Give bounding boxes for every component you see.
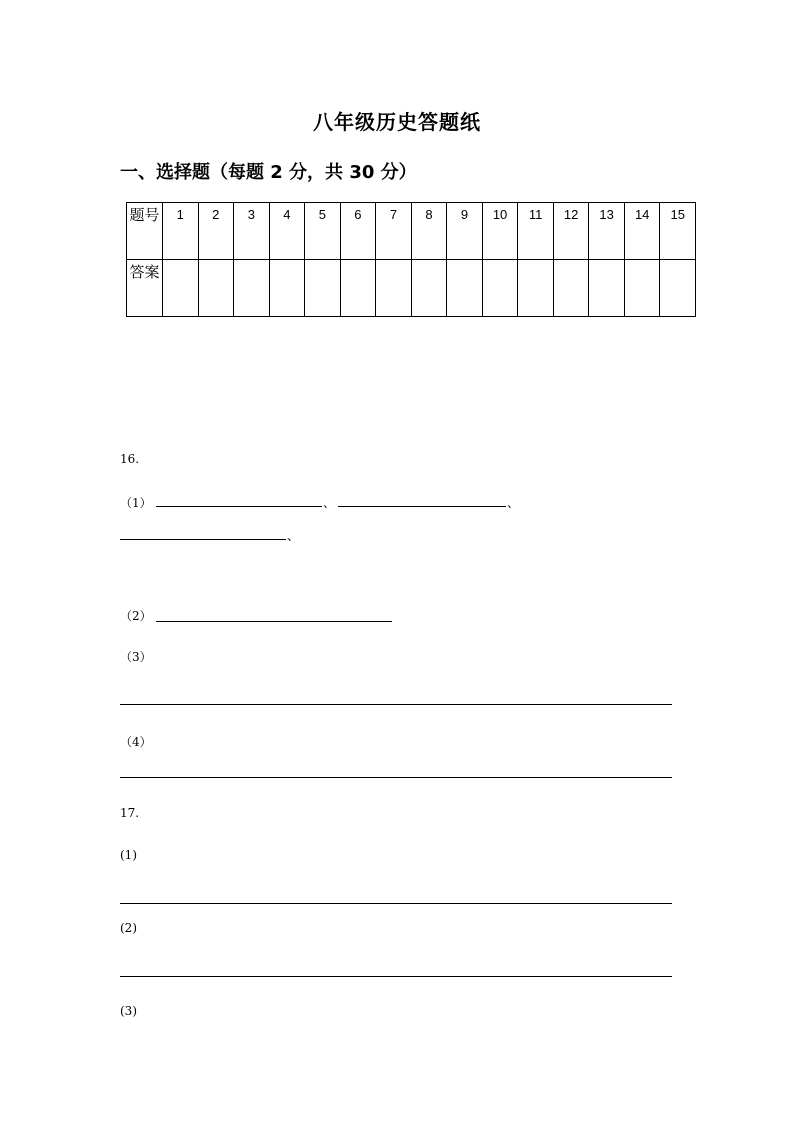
section-heading-choice: 一、选择题（每题 2 分，共 30 分）	[120, 162, 417, 183]
answer-cell[interactable]	[482, 260, 518, 317]
answer-cell[interactable]	[518, 260, 554, 317]
answer-cell[interactable]	[553, 260, 589, 317]
answer-row	[127, 260, 696, 317]
answer-cell[interactable]	[376, 260, 412, 317]
answer-cell[interactable]	[447, 260, 483, 317]
question-number: 5	[305, 203, 341, 260]
q17-part2-answer-line[interactable]	[120, 976, 672, 977]
q16-part2-blank[interactable]	[156, 621, 392, 622]
question-number: 8	[411, 203, 447, 260]
row-label-number: 题号	[127, 203, 163, 260]
q17-part3-label: (3)	[120, 1004, 137, 1018]
question-number: 2	[198, 203, 234, 260]
question-number: 3	[234, 203, 270, 260]
question-number: 15	[660, 203, 696, 260]
question-number: 11	[518, 203, 554, 260]
answer-cell[interactable]	[198, 260, 234, 317]
q16-part1-blank-c[interactable]	[120, 539, 286, 540]
question-number: 7	[376, 203, 412, 260]
q17-part1-label: (1)	[120, 848, 137, 862]
q16-part4-answer-line[interactable]	[120, 777, 672, 778]
separator: 、	[287, 529, 300, 543]
question-number: 6	[340, 203, 376, 260]
question-number: 9	[447, 203, 483, 260]
answer-cell[interactable]	[234, 260, 270, 317]
question-number-row	[127, 203, 696, 260]
q16-part1-label: （1）	[120, 496, 152, 510]
separator: 、	[507, 496, 520, 510]
page-title: 八年级历史答题纸	[313, 110, 481, 134]
q16-part2-label: （2）	[120, 609, 152, 623]
question-number: 13	[589, 203, 625, 260]
answer-cell[interactable]	[411, 260, 447, 317]
q16-part3-label: （3）	[120, 650, 152, 664]
answer-cell[interactable]	[163, 260, 199, 317]
question-number: 10	[482, 203, 518, 260]
answer-grid	[126, 202, 696, 317]
q16-part1-blank-b[interactable]	[338, 506, 506, 507]
answer-cell[interactable]	[624, 260, 660, 317]
question-number: 4	[269, 203, 305, 260]
answer-cell[interactable]	[269, 260, 305, 317]
question-16-label: 16.	[120, 452, 140, 466]
question-number: 14	[624, 203, 660, 260]
q16-part4-label: （4）	[120, 735, 152, 749]
row-label-answer: 答案	[127, 260, 163, 317]
question-number: 12	[553, 203, 589, 260]
q16-part1-blank-a[interactable]	[156, 506, 322, 507]
answer-cell[interactable]	[589, 260, 625, 317]
q16-part3-answer-line[interactable]	[120, 704, 672, 705]
q17-part2-label: (2)	[120, 921, 137, 935]
answer-cell[interactable]	[305, 260, 341, 317]
answer-cell[interactable]	[340, 260, 376, 317]
question-number: 1	[163, 203, 199, 260]
q17-part1-answer-line[interactable]	[120, 903, 672, 904]
answer-cell[interactable]	[660, 260, 696, 317]
separator: 、	[323, 496, 336, 510]
question-17-label: 17.	[120, 806, 140, 820]
